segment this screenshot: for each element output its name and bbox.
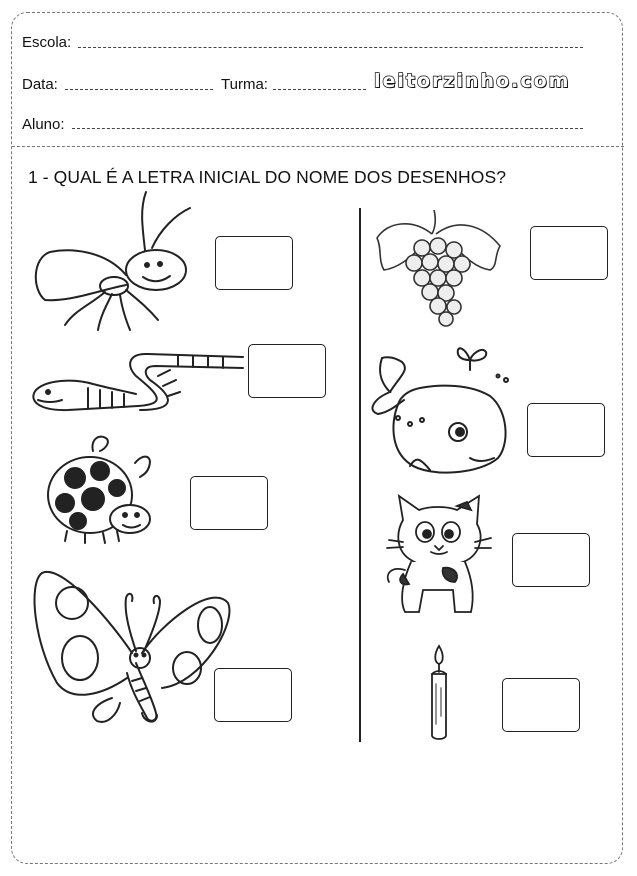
ant-drawing <box>30 190 200 332</box>
answer-box-grapes[interactable] <box>530 226 608 280</box>
header-separator <box>12 146 624 147</box>
date-label: Data: <box>22 76 58 93</box>
answer-box-whale[interactable] <box>527 403 605 457</box>
butterfly-drawing <box>32 563 232 727</box>
column-divider <box>359 208 361 742</box>
date-field[interactable] <box>65 89 213 90</box>
school-label: Escola: <box>22 34 72 51</box>
worm-drawing <box>28 348 246 414</box>
student-label: Aluno: <box>22 116 65 133</box>
class-field[interactable] <box>273 89 366 90</box>
answer-box-candle[interactable] <box>502 678 580 732</box>
answer-box-ladybug[interactable] <box>190 476 268 530</box>
site-logo: leitorzinho.com <box>374 70 571 92</box>
answer-box-cat[interactable] <box>512 533 590 587</box>
grapes-drawing <box>372 208 504 328</box>
answer-box-butterfly[interactable] <box>214 668 292 722</box>
whale-drawing <box>370 340 512 478</box>
class-label: Turma: <box>221 76 268 93</box>
student-field[interactable] <box>72 128 583 129</box>
school-field[interactable] <box>78 47 583 48</box>
question-title: 1 - QUAL É A LETRA INICIAL DO NOME DOS DESENHOS? <box>28 167 507 187</box>
answer-box-worm[interactable] <box>248 344 326 398</box>
answer-box-ant[interactable] <box>215 236 293 290</box>
ladybug-drawing <box>45 433 155 545</box>
cat-drawing <box>383 490 495 618</box>
candle-drawing <box>426 644 456 744</box>
